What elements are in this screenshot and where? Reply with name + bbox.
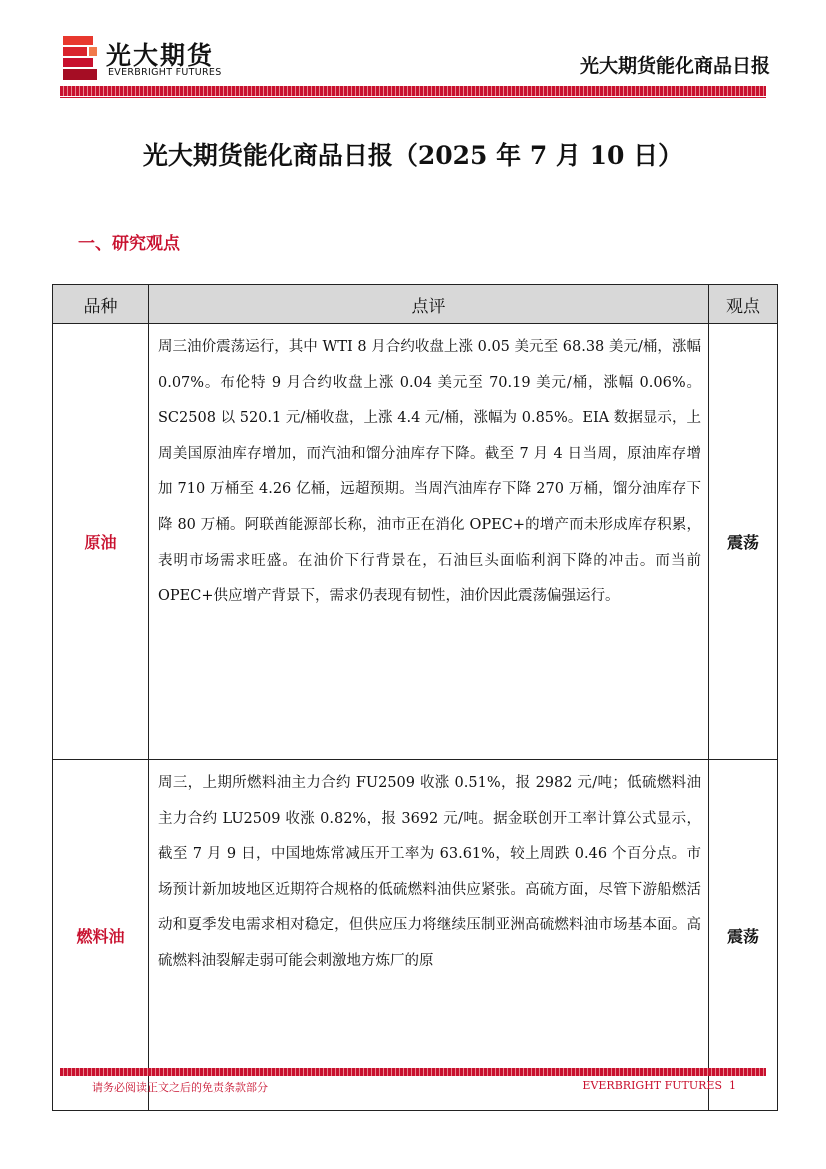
comment-cell: 周三油价震荡运行，其中 WTI 8 月合约收盘上涨 0.05 美元至 68.38 美元/桶，涨幅 0.07%。布伦特 9 月合约收盘上涨 0.04 美元至 70.19 美元/桶，涨幅 0.06%。SC2508 以 520.1 元/桶收盘，上涨 4.4 元/桶，涨幅为 0.85%。EIA 数据显示，上周美国原油库存增加，而汽油和馏分油库存下降。截至 7 月 4 日当周，原油库存增加 710 万桶至 4.26 亿桶，远超预期。当周汽油库存下降 270 万桶，馏分油库存下降 80 万桶。阿联酋能源部长称，油市正在消化 OPEC+的增产而未形成库存积累，表明市场需求旺盛。在油价下行背景在，石油巨头面临利润下降的冲击。而当前 OPEC+供应增产背景下，需求仍表现有韧性，油价因此震荡偏强运行。: [149, 324, 709, 760]
table-row-crude-oil: [53, 324, 778, 760]
header-report-name: 光大期货能化商品日报: [579, 55, 770, 77]
footer-divider: [60, 1068, 766, 1076]
logo-chinese-name: 光大期货: [106, 41, 215, 70]
table-header-row: [53, 285, 778, 324]
everbright-logo-icon: [63, 36, 97, 80]
footer-disclaimer: 请务必阅读正文之后的免责条款部分: [92, 1081, 268, 1094]
variety-cell: 燃料油: [53, 760, 149, 1111]
logo-english-name: EVERBRIGHT FUTURES: [108, 67, 222, 78]
view-cell: 震荡: [709, 760, 778, 1111]
variety-cell: 原油: [53, 324, 149, 760]
document-title: 光大期货能化商品日报（2025 年 7 月 10 日）: [142, 141, 684, 170]
comment-cell: 周三，上期所燃料油主力合约 FU2509 收涨 0.51%，报 2982 元/吨；低硫燃料油主力合约 LU2509 收涨 0.82%，报 3692 元/吨。据金联创开工率计算公式显示，截至 7 月 9 日，中国地炼常减压开工率为 63.61%，较上周跌 0.46 个百分点。市场预计新加坡地区近期符合规格的低硫燃料油供应紧张。高硫方面，尽管下游船燃活动和夏季发电需求相对稳定，但供应压力将继续压制亚洲高硫燃料油市场基本面。高硫燃料油裂解走弱可能会刺激地方炼厂的原: [149, 760, 709, 1111]
header-divider-thin: [60, 97, 766, 98]
footer-brand: EVERBRIGHT FUTURES: [582, 1079, 722, 1092]
header-divider: [60, 86, 766, 96]
research-view-table: [52, 284, 778, 1111]
header-view: 观点: [709, 285, 778, 324]
page-number: 1: [729, 1079, 736, 1092]
header-variety: 品种: [53, 285, 149, 324]
page-header: [0, 0, 826, 100]
table-row-fuel-oil: [53, 760, 778, 1111]
view-cell: 震荡: [709, 324, 778, 760]
section-heading: 一、研究观点: [78, 234, 180, 254]
header-comment: 点评: [149, 285, 709, 324]
